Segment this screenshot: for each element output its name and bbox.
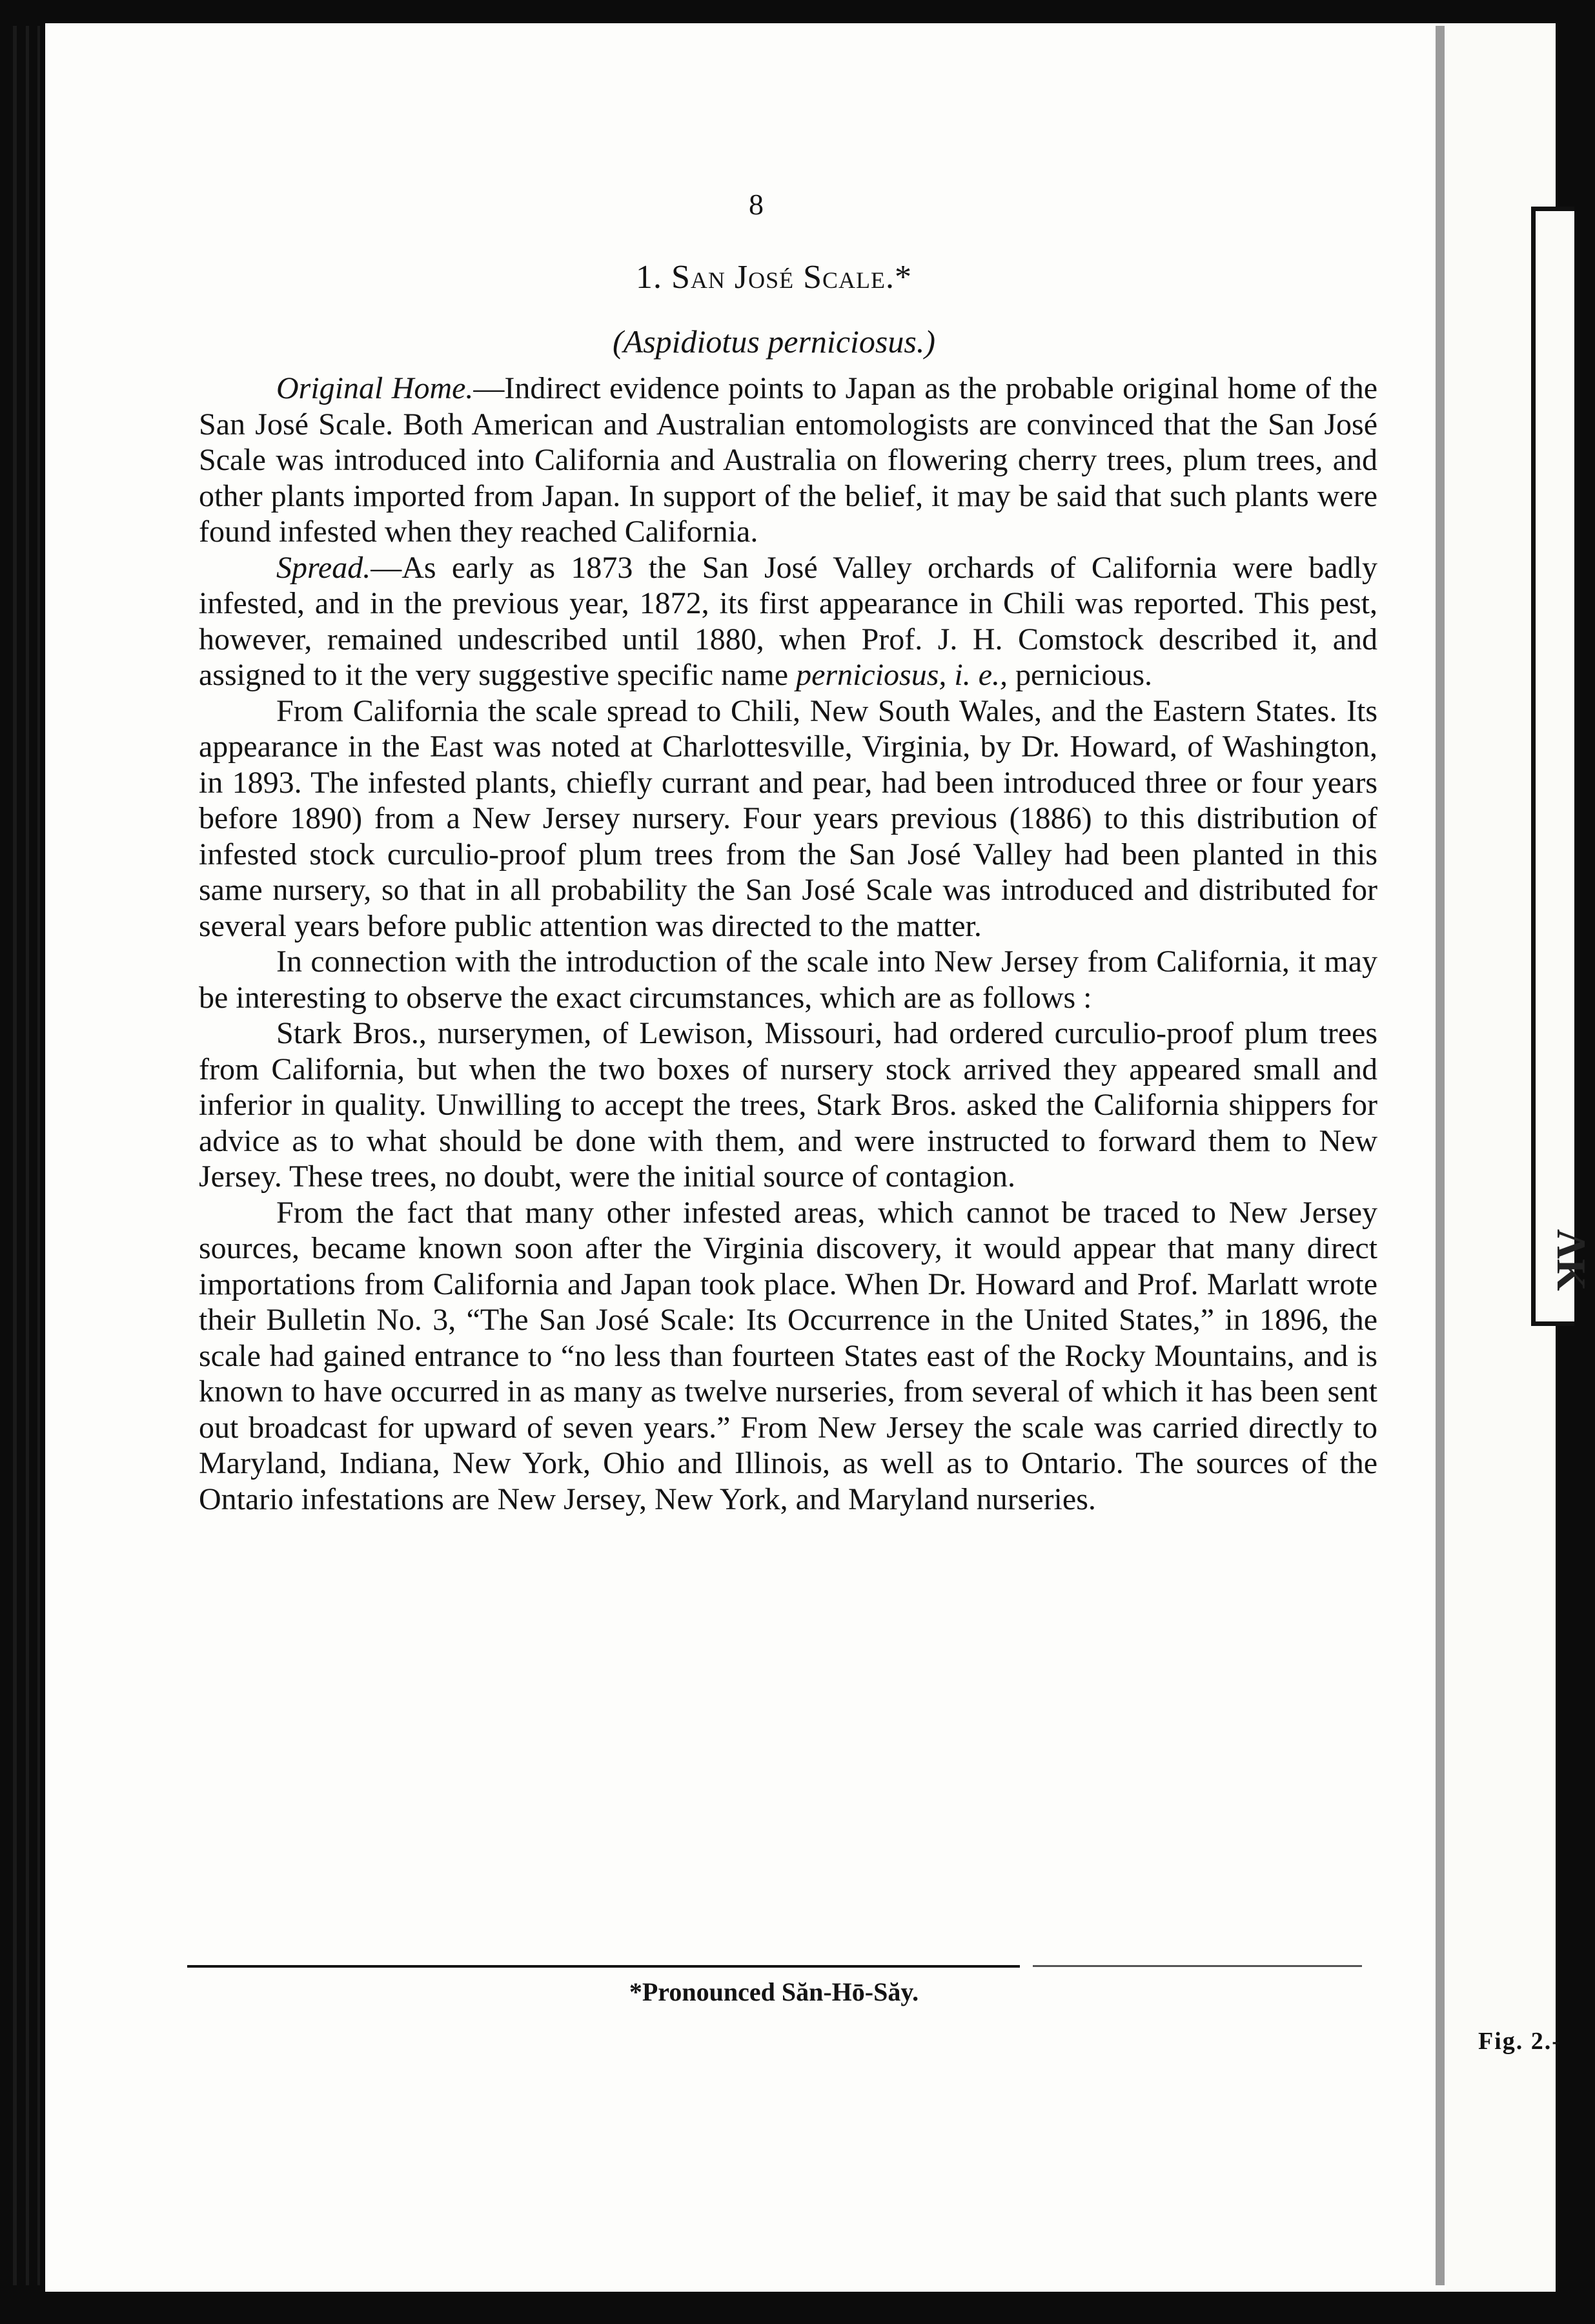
- section-title: [0, 258, 1548, 296]
- paragraph: From the fact that many other infested areas, which cannot be traced to New Jersey sources, became known soon after the Virginia discovery, it would appear that many direct importations from California and Japan took place. When Dr. Howard and Prof. Marlatt wrote their Bulletin No. 3, “The San José Scale: Its Occurrence in the United States,” in 1896, the scale had gained entrance to “no less than fourteen States east of the Rocky Mountains, and is known to have occurred in as many as twelve nurseries, from several of which it has been sent out broadcast for upward of seven years.” From New Jersey the scale was carried directly to Maryland, Indiana, New York, Ohio and Illinois, as well as to Ontario. The sources of the Ontario infestations are New Jersey, New York, and Maryland nurseries.: [199, 1195, 1377, 1516]
- adjacent-page-figure-label: Fig. 2.-: [1478, 2028, 1561, 2055]
- paragraph-text: pernicious.: [1008, 658, 1152, 692]
- footnote-rule: [187, 1965, 1020, 1968]
- adjacent-page-figure-frame: [1531, 207, 1574, 1326]
- paragraph: In connection with the introduction of the scale into New Jersey from California, it may be interesting to observe the exact circumstances, which are as follows :: [199, 944, 1377, 1015]
- section-number: 1.: [635, 259, 662, 296]
- footnote: *Pronounced Săn-Hō-Săy.: [629, 1977, 919, 2006]
- body-text: [199, 371, 1377, 1517]
- paragraph-original-home: [199, 371, 1377, 550]
- paragraph-heading: Spread.: [276, 550, 371, 585]
- paragraph-italic: perniciosus, i. e.,: [796, 658, 1008, 692]
- paragraph-text: —As early as 1873 the San José Valley orchards of California were badly infested, and in the previous year, 1872, its first appearance in Chili was reported. This pest, however, remained undescribed until 1880, when Prof. J. H. Comstock described it, and assigned to it the very suggestive specific name: [199, 550, 1377, 692]
- gutter-line: [1436, 26, 1445, 2285]
- paragraph: From California the scale spread to Chili, New South Wales, and the Eastern States. Its appearance in the East was noted at Charlottesville, Virginia, by Dr. Howard, of Washington, in 1893. The infested plants, chiefly currant and pear, had been introduced three or four years before 1890) from a New Jersey nursery. Four years previous (1886) to this distribution of infested stock curculio-proof plum trees from the San José Valley had been planted in this same nursery, so that in all probability the San José Scale was introduced and distributed for several years before public attention was directed to the matter.: [199, 693, 1377, 943]
- paragraph-text: —Indirect evidence points to Japan as the probable original home of the San José Scale. Both American and Australian entomologists are convinced that the San José Scale was introduced into California and Australia on flowering cherry trees, plum trees, and other plants imported from Japan. In support of the belief, it may be said that such plants were found infested when they reached California.: [199, 371, 1378, 549]
- paragraph-spread: [199, 550, 1377, 693]
- paragraph-heading: Original Home.: [276, 371, 474, 405]
- page-edge-line: [26, 26, 29, 2285]
- adjacent-page-glyph: ɅK: [1548, 1229, 1594, 1291]
- page-edge-line: [37, 26, 40, 2285]
- scientific-name: (Aspidiotus perniciosus.): [613, 323, 935, 360]
- page-edge-line: [13, 26, 17, 2285]
- paragraph: Stark Bros., nurserymen, of Lewison, Missouri, had ordered curculio-proof plum trees from California, but when the two boxes of nursery stock arrived they appeared small and inferior in quality. Unwilling to accept the trees, Stark Bros. asked the California shippers for advice as to what should be done with them, and were instructed to forward them to New Jersey. These trees, no doubt, were the initial source of contagion.: [199, 1016, 1377, 1194]
- section-title-text: San José Scale.*: [671, 259, 913, 296]
- page-number: 8: [749, 188, 764, 221]
- footnote-rule: [1033, 1965, 1362, 1967]
